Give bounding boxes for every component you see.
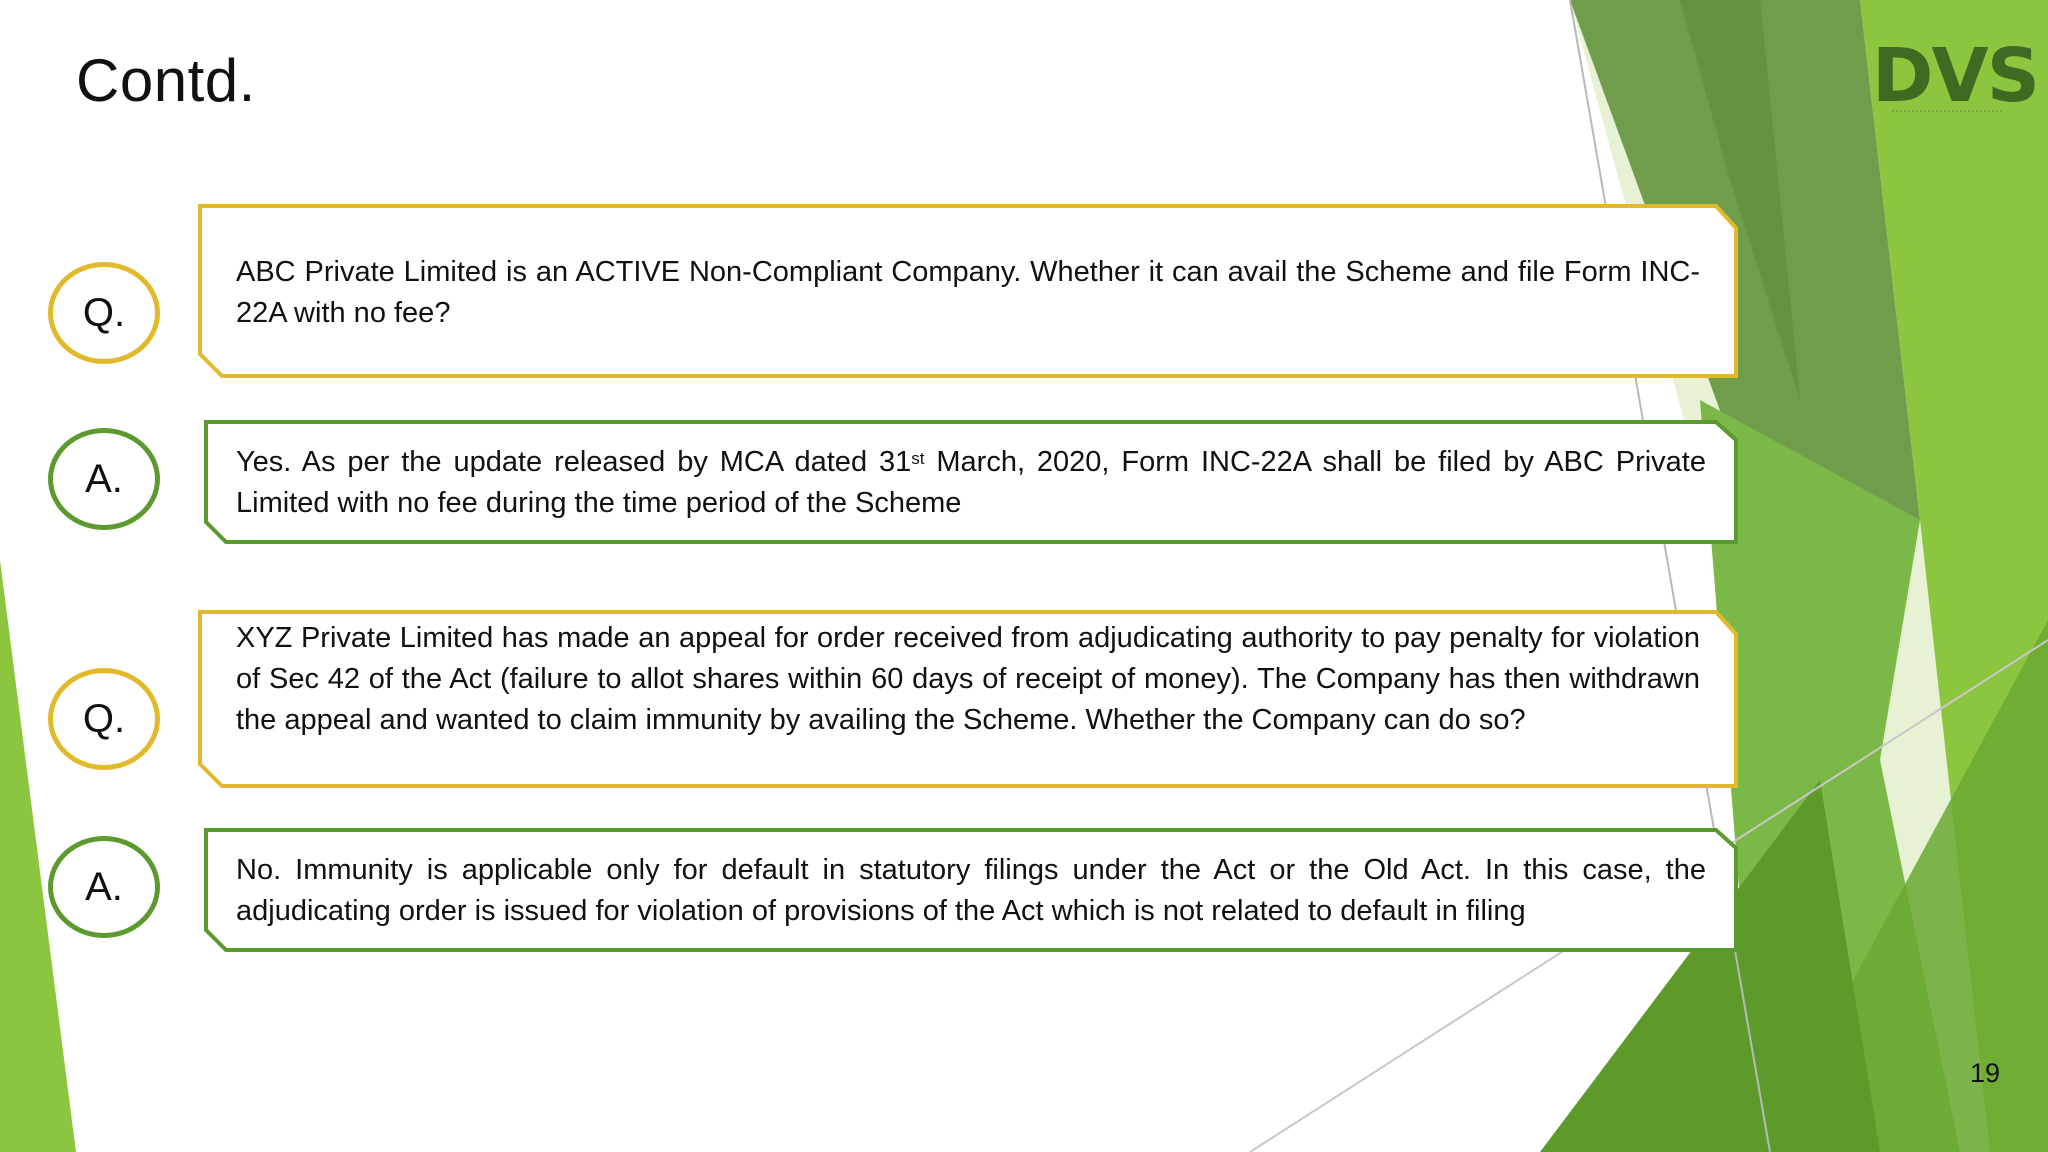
question-marker: Q. xyxy=(48,262,160,364)
answer-box xyxy=(202,826,1740,954)
answer-text: No. Immunity is applicable only for default in statutory filings under the Act or the Old Act. In this case, the adjudicating order is issued for violation of provisions of the Act which is not related to default in filing xyxy=(236,854,1706,927)
logo-text: DVS xyxy=(1872,33,2038,119)
question-box xyxy=(196,202,1740,380)
answer-text-part: Yes. As per the update released by MCA dated 31 xyxy=(236,446,912,478)
answer-marker: A. xyxy=(48,428,160,530)
answer-box xyxy=(202,418,1740,546)
date-superscript: st xyxy=(911,449,925,468)
question-marker: Q. xyxy=(48,668,160,770)
logo-tagline-decor xyxy=(1892,110,2002,118)
question-box xyxy=(196,608,1740,790)
answer-text-part: March, 2020, Form INC-22A shall be filed by ABC Private Limited with no fee during the time period of the Scheme xyxy=(236,446,1706,519)
answer-text xyxy=(236,442,1706,524)
question-text: XYZ Private Limited has made an appeal for order received from adjudicating authority to pay penalty for violation of Sec 42 of the Act (failure to allot shares within 60 days of receipt of money). The Company has then withdrawn the appeal and wanted to claim immunity by availing the Scheme. Whether the Company can do so? xyxy=(236,622,1700,736)
page-number: 19 xyxy=(1970,1058,2001,1088)
answer-marker: A. xyxy=(48,836,160,938)
dvs-logo xyxy=(1872,28,2038,128)
question-text: ABC Private Limited is an ACTIVE Non-Compliant Company. Whether it can avail the Scheme and file Form INC-22A with no fee? xyxy=(236,256,1700,329)
slide-title: Contd. xyxy=(76,47,256,114)
